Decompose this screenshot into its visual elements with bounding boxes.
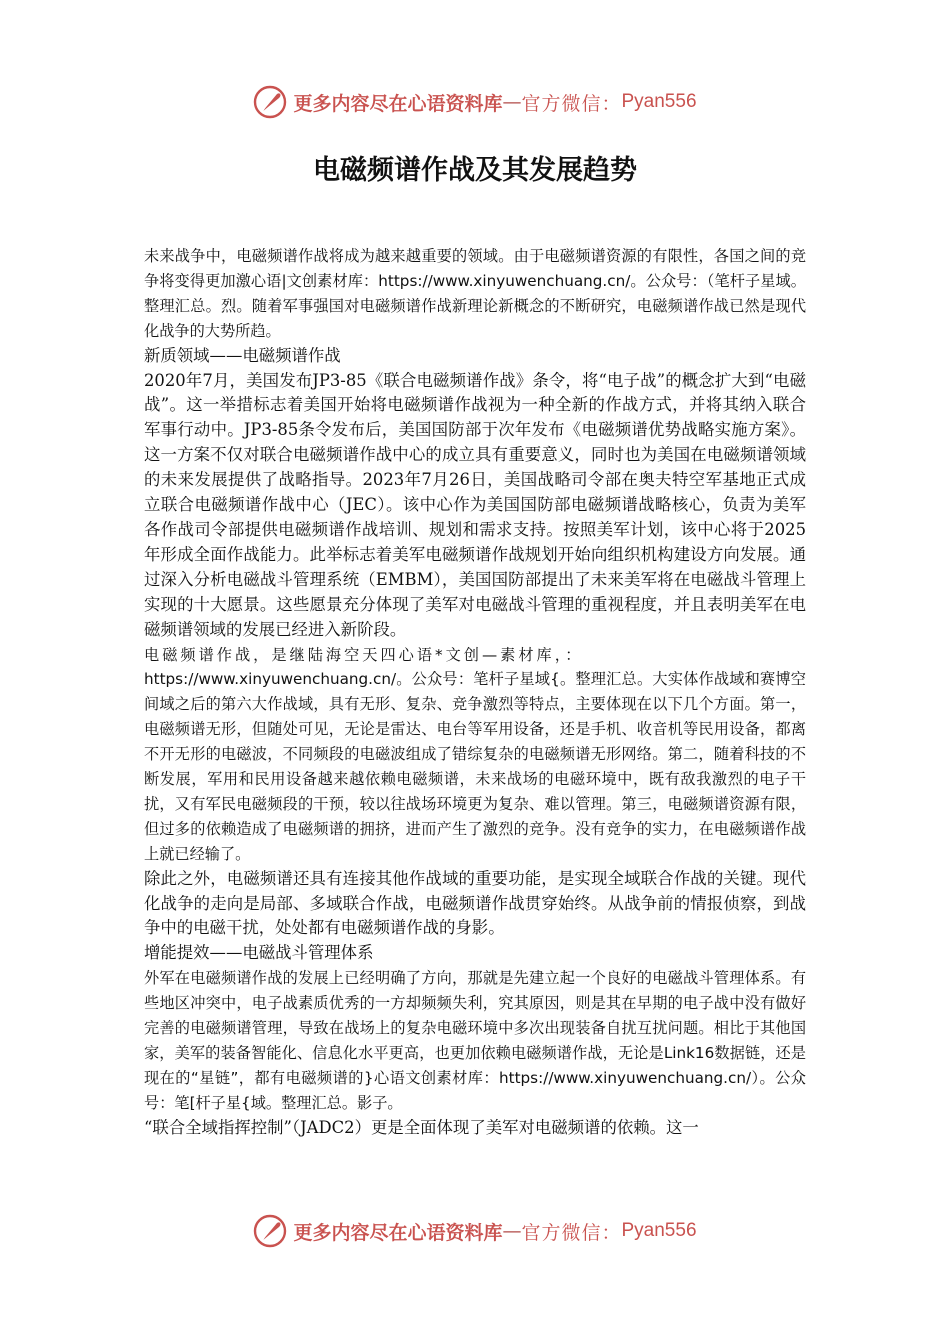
page-title: 电磁频谱作战及其发展趋势 bbox=[313, 155, 637, 186]
feather-pen-logo-icon bbox=[253, 85, 287, 119]
banner-wechat-label: 官方微信： bbox=[521, 1221, 622, 1244]
paragraph-jp3-85: 2020年7月，美国发布JP3-85《联合电磁频谱作战》条令，将“电子战”的概念扩大到“电磁战”。这一举措标志着美国开始将电磁频谱作战视为一种全新的作战方式，并将其纳入联合军事行动中。JP3-85条令发布后，美国国防部于次年发布《电磁频谱优势战略实施方案》。这一方案不仅对联合电磁频谱作战中心的成立具有重要意义，同时也为美国在电磁频谱领域的未来发展提供了战略指导。2023年7月26日，美国战略司令部在奥夫特空军基地正式成立联合电磁频谱作战中心（JEC）。该中心作为美国国防部电磁频谱战略核心，负责为美军各作战司令部提供电磁频谱作战培训、规划和需求支持。按照美军计划，该中心将于2025年形成全面作战能力。此举标志着美军电磁频谱作战规划开始向组织机构建设方向发展。通过深入分析电磁战斗管理系统（EMBM），美国国防部提出了未来美军将在电磁战斗管理上实现的十大愿景。这些愿景充分体现了美军对电磁战斗管理的重视程度，并且表明美军在电磁频谱领域的发展已经进入新阶段。 bbox=[144, 370, 806, 639]
paragraph-battle-management: 外军在电磁频谱作战的发展上已经明确了方向，那就是先建立起一个良好的电磁战斗管理体系。有些地区冲突中，电子战素质优秀的一方却频频失利，究其原因，则是其在早期的电子战中没有做好完善的电磁频谱管理，导致在战场上的复杂电磁环境中多次出现装备自扰互扰问题。相比于其他国家，美军的装备智能化、信息化水平更高，也更加依赖电磁频谱作战，无论是Link16数据链，还是现在的“星链”，都有电磁频谱的}心语文创素材库：https://www.xinyuwenchuang.cn/）。公众号：笔[杆子星{域。整理汇总。影子。 bbox=[144, 969, 806, 1112]
banner-wechat-label: 官方微信： bbox=[521, 92, 622, 115]
paragraph-sixth-domain-lead: 电磁频谱作战，是继陆海空天四心语*文创—素材库，： bbox=[144, 645, 584, 664]
banner-text: 更多内容尽在心语资料库 bbox=[293, 92, 503, 115]
article-body bbox=[144, 244, 806, 1141]
banner-separator: — bbox=[502, 1220, 522, 1242]
banner-separator: — bbox=[502, 91, 522, 113]
paragraph-joint-operations: 除此之外，电磁频谱还具有连接其他作战域的重要功能，是实现全域联合作战的关键。现代化战争的走向是局部、多域联合作战，电磁频谱作战贯穿始终。从战争前的情报侦察，到战争中的电磁干扰，处处都有电磁频谱作战的身影。 bbox=[144, 868, 806, 938]
paragraph-intro: 未来战争中，电磁频谱作战将成为越来越重要的领域。由于电磁频谱资源的有限性，各国之间的竞争将变得更加激心语|文创素材库：https://www.xinyuwenchuang.cn/。公众号：（笔杆子星域。整理汇总。烈。随着军事强国对电磁频谱作战新理论新概念的不断研究，电磁频谱作战已然是现代化战争的大势所趋。 bbox=[144, 247, 806, 340]
footer-banner bbox=[0, 1211, 950, 1251]
paragraph-jadc2: “联合全域指挥控制”（JADC2）更是全面体现了美军对电磁频谱的依赖。这一 bbox=[144, 1117, 699, 1137]
banner-text: 更多内容尽在心语资料库 bbox=[293, 1221, 503, 1244]
paragraph-sixth-domain: https://www.xinyuwenchuang.cn/。公众号：笔杆子星域{。整理汇总。大实体作战域和赛博空间域之后的第六大作战域，具有无形、复杂、竞争激烈等特点，主要体现在以下几个方面。第一，电磁频谱无形，但随处可见，无论是雷达、电台等军用设备，还是手机、收音机等民用设备，都离不开无形的电磁波，不同频段的电磁波组成了错综复杂的电磁频谱无形网络。第二，随着科技的不断发展，军用和民用设备越来越依赖电磁频谱，未来战场的电磁环境中，既有敌我激烈的电子干扰，又有军民电磁频段的干预，较以往战场环境更为复杂、难以管理。第三，电磁频谱资源有限，但过多的依赖造成了电磁频谱的拥挤，进而产生了激烈的竞争。没有竞争的实力，在电磁频谱作战上就已经输了。 bbox=[144, 670, 806, 863]
header-banner bbox=[0, 82, 950, 122]
banner-wechat-id: Pyan556 bbox=[621, 1220, 697, 1241]
section-heading-2: 增能提效——电磁战斗管理体系 bbox=[144, 943, 374, 963]
banner-wechat-id: Pyan556 bbox=[621, 91, 697, 112]
section-heading-1: 新质领域——电磁频谱作战 bbox=[144, 345, 341, 365]
feather-pen-logo-icon bbox=[253, 1214, 287, 1248]
